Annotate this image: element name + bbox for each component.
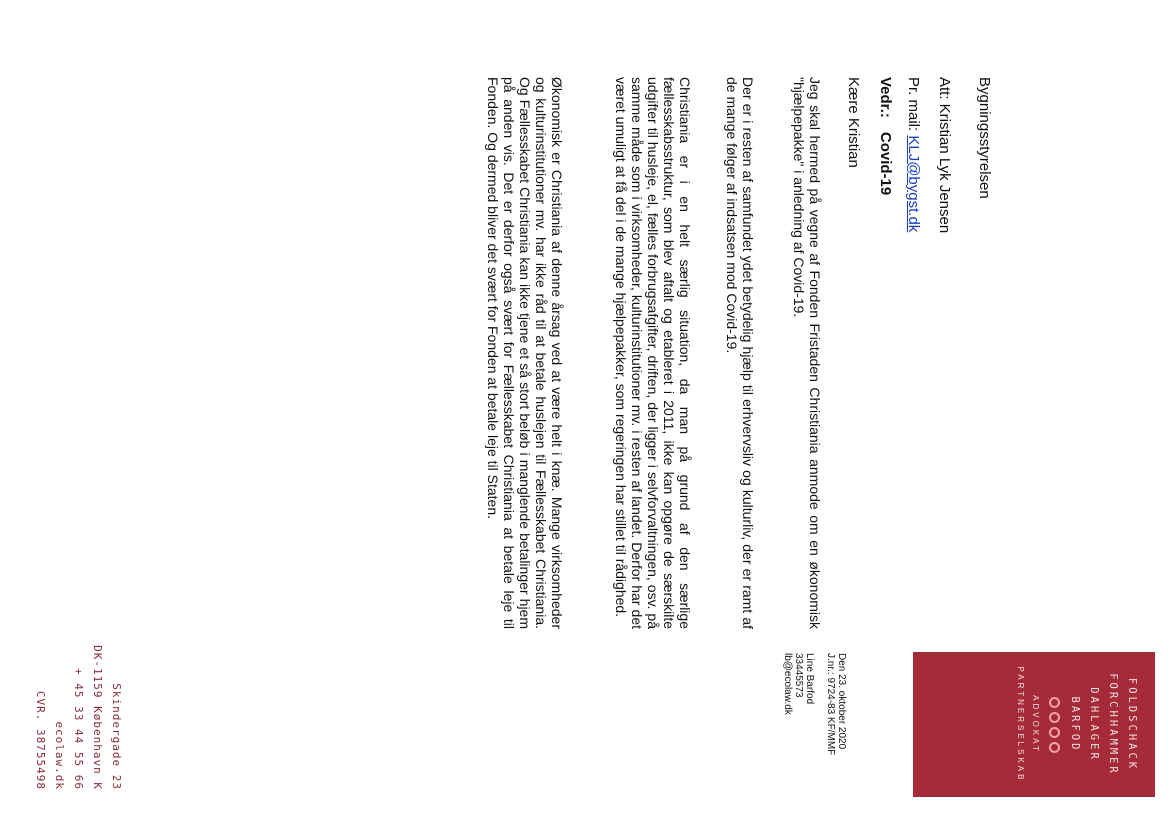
letter-date: Den 23. oktober 2020 <box>836 653 847 750</box>
firm-name-line: FORCHHAMMER <box>1107 673 1119 776</box>
paragraph: Jeg skal hermed på vegne af Fonden Fristaden Christiania anmode om en økonomisk "hjælpepakke" i anledning af Covid-19. <box>791 77 823 629</box>
contact-phone: 33445573 <box>793 653 804 698</box>
subject-label: Vedr.: <box>877 77 894 118</box>
firm-type-line: ADVOKAT <box>1031 695 1040 754</box>
rings-icon <box>1043 652 1065 797</box>
firm-name-line: BARFOD <box>1069 696 1081 753</box>
journal-number: J.nr.: 9724-83 KF/MMF <box>825 653 836 756</box>
firm-name-line: DAHLAGER <box>1088 687 1100 762</box>
firm-logo <box>913 652 1155 797</box>
firm-name-line: FOLDSCHACK <box>1126 677 1138 772</box>
paragraph: Der er i resten af samfundet ydet betydelig hjælp til erhvervsliv og kulturliv, der er ramt af de mange følger af indsatsen mod Covid-19. <box>724 77 756 629</box>
footer-city: DK-1159 København K <box>91 645 104 790</box>
paragraph: Økonomisk er Christiania af denne årsag ved at være helt i knæ. Mange virksomheder og kulturinstitutioner mv. har ikke råd til at betale huslejen til Fællesskabet Christiania. Og Fællesskabet Christiania kan ikke tjene et så stort beløb i manglende betalinger hjem på anden vis. Det er derfor også svært for Fællesskabet Christiania at betale leje til Fonden. Og dermed bliver det svært for Fonden at betale leje til Staten. <box>485 77 565 629</box>
firm-type-line: PARTNERSELSKAB <box>1016 666 1025 783</box>
contact-email: lb@ecolaw.dk <box>782 653 793 715</box>
subject-line <box>876 77 894 195</box>
paragraph: Christiania er i en helt særlig situation, da man på grund af den særlige fællesskabsstruktur, som blev aftalt og etableret i 2011, ikke kan opgøre de særskilte udgifter til husleje, el, fælles forbrugsafgifter, driften, der ligger i selvforvaltningen, osv. på samme måde som i virksomheder, kulturinstitutioner mv. i resten af landet. Derfor har det været umuligt at få del i de mange hjælpepakker, som regeringen har stillet til rådighed. <box>613 77 693 629</box>
footer-web: ecolaw.dk <box>53 721 66 790</box>
contact-name: Line Barfod <box>804 653 815 705</box>
footer-cvr: CVR. 38755498 <box>34 690 47 790</box>
footer-phone: + 45 33 44 55 66 <box>72 668 85 790</box>
recipient-organization: Bygningsstyrelsen <box>976 77 993 199</box>
footer-street: Skindergade 23 <box>110 683 123 790</box>
recipient-email-link[interactable]: KLJ@bygst.dk <box>905 135 922 233</box>
subject-value: Covid-19 <box>877 131 894 196</box>
recipient-attention: Att: Kristian Lyk Jensen <box>936 77 953 234</box>
greeting: Kære Kristian <box>845 77 862 168</box>
mail-prefix: Pr. mail: <box>905 77 922 136</box>
